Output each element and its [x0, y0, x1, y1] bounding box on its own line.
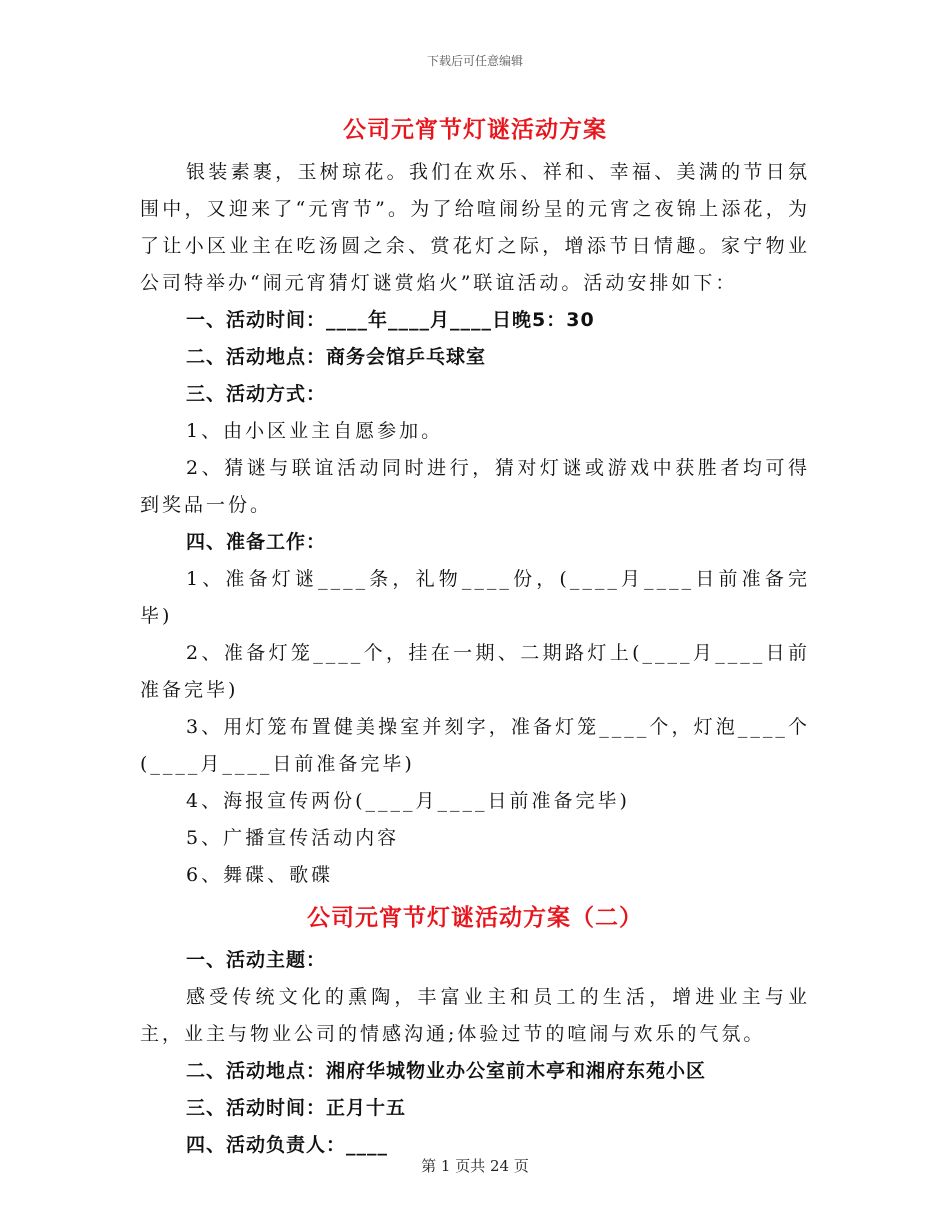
theme-paragraph: 感受传统文化的熏陶，丰富业主和员工的生活，增进业主与业主，业主与物业公司的情感沟通;体验过节的喧闹与欢乐的气氛。	[140, 986, 810, 1045]
page-header: 下载后可任意编辑	[426, 54, 523, 68]
method-item-2: 2、猜谜与联谊活动同时进行，猜对灯谜或游戏中获胜者均可得到奖品一份。	[140, 457, 810, 516]
page-footer: 第 1 页共 24 页	[421, 1157, 529, 1175]
intro-paragraph: 银装素裹，玉树琼花。我们在欢乐、祥和、幸福、美满的节日氛围中，又迎来了“元宵节”。为了给喧闹纷呈的元宵之夜锦上添花，为了让小区业主在吃汤圆之余、赏花灯之际，增添节日情趣。家宁物业公司特举办“闹元宵猜灯谜赏焰火”联谊活动。活动安排如下：	[140, 161, 810, 294]
method-heading: 三、活动方式：	[186, 383, 327, 405]
doc-title-2: 公司元宵节灯谜活动方案（二）	[307, 904, 643, 931]
activity-time-2: 三、活动时间：正月十五	[186, 1097, 407, 1119]
prep-item-1: 1、准备灯谜____条，礼物____份，(____月____日前准备完毕)	[140, 568, 810, 627]
document-body	[140, 108, 810, 1164]
prep-item-4: 4、海报宣传两份(____月____日前准备完毕)	[186, 790, 630, 812]
method-item-1: 1、由小区业主自愿参加。	[186, 420, 444, 442]
prep-item-3: 3、用灯笼布置健美操室并刻字，准备灯笼____个，灯泡____个(____月____日前准备完毕)	[140, 716, 810, 775]
activity-place: 二、活动地点：商务会馆乒乓球室	[186, 346, 487, 368]
activity-time: 一、活动时间：____年____月____日晚5：30	[186, 309, 595, 331]
prep-item-6: 6、舞碟、歌碟	[186, 864, 334, 886]
prep-item-5: 5、广播宣传活动内容	[186, 827, 400, 849]
activity-place-2: 二、活动地点：湘府华城物业办公室前木亭和湘府东苑小区	[186, 1060, 707, 1082]
prep-item-2: 2、准备灯笼____个，挂在一期、二期路灯上(____月____日前准备完毕)	[140, 642, 810, 701]
theme-heading: 一、活动主题：	[186, 949, 327, 971]
activity-leader: 四、活动负责人：____	[186, 1134, 389, 1156]
doc-title: 公司元宵节灯谜活动方案	[343, 116, 607, 143]
prep-heading: 四、准备工作：	[186, 531, 327, 553]
